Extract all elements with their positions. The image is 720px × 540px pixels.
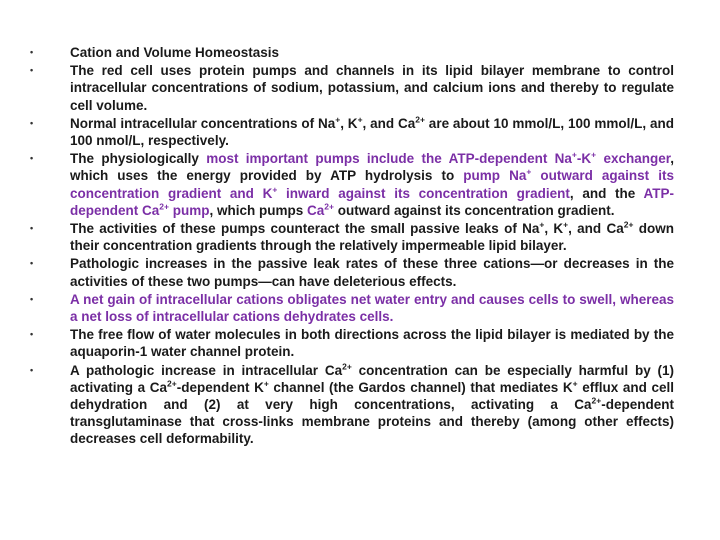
bullet-dot-icon: • <box>30 65 34 76</box>
superscript: 2+ <box>623 219 634 230</box>
bullet-dot-icon: • <box>30 364 34 375</box>
slide-title <box>30 44 674 61</box>
list-item <box>30 150 674 219</box>
bullet-dot-icon: • <box>30 223 34 234</box>
highlighted-text: outward against its concentration gradient and K <box>70 168 674 201</box>
bullet-dot-icon: • <box>30 258 34 269</box>
bullet-dot-icon: • <box>30 47 34 57</box>
highlighted-text: pump <box>168 202 210 218</box>
bullet-text: Pathologic increases in the passive leak rates of these three cations—or decreases in the activities of these two pumps—can have deleterious effects. <box>70 256 674 289</box>
highlighted-text: ATP-dependent Ca <box>70 185 674 218</box>
bullet-dot-icon: • <box>30 117 34 128</box>
highlighted-text: pump Na <box>463 168 527 184</box>
bullet-text: The activities of these pumps counteract the small passive leaks of Na <box>70 221 540 237</box>
bullet-text: , and Ca <box>568 221 624 237</box>
list-item <box>30 326 674 360</box>
highlighted-text: A net gain of intracellular cations obligates net water entry and causes cells to swell, whereas a net loss of intracellular cations dehydrates cells. <box>70 291 674 325</box>
bullet-list <box>30 44 674 449</box>
bullet-text: , which uses the energy provided by ATP hydrolysis to <box>70 151 674 184</box>
superscript: + <box>591 149 597 160</box>
bullet-text: efflux and cell dehydration and (2) at very high concentrations, activating a Ca <box>70 379 675 413</box>
bullet-text: , and the <box>569 185 644 201</box>
bullet-text: , K <box>340 115 358 131</box>
bullet-text: are about 10 mmol/L, 100 mmol/L, and 100 nmol/L, respectively. <box>70 115 674 149</box>
highlighted-text: most important pumps include the ATP-dependent Na <box>206 151 572 167</box>
bullet-text: The free flow of water molecules in both directions across the lipid bilayer is mediated by the aquaporin-1 water channel protein. <box>70 327 674 360</box>
list-item <box>30 362 674 448</box>
superscript: 2+ <box>415 114 425 125</box>
bullet-text: channel (the Gardos channel) that mediates K <box>268 379 573 395</box>
bullet-text: Normal intracellular concentrations of Na <box>70 115 336 131</box>
superscript: 2+ <box>342 361 352 372</box>
superscript: + <box>335 114 341 125</box>
superscript: + <box>526 166 532 177</box>
bullet-text: , and Ca <box>362 115 416 131</box>
superscript: 2+ <box>167 378 177 389</box>
bullet-text: The physiologically <box>70 151 207 167</box>
bullet-dot-icon: • <box>30 329 34 340</box>
list-item <box>30 62 674 114</box>
list-item <box>30 115 674 149</box>
superscript: + <box>571 149 577 160</box>
bullet-dot-icon: • <box>30 153 34 164</box>
list-item <box>30 291 674 325</box>
bullet-dot-icon: • <box>30 293 34 304</box>
list-item <box>30 220 674 254</box>
superscript: + <box>572 378 578 389</box>
highlighted-text: exchanger <box>596 151 671 167</box>
highlighted-text: Ca <box>306 202 325 218</box>
superscript: + <box>539 219 545 230</box>
bullet-text: -dependent transglutaminase that cross-links membrane proteins and thereby (among other effects) decreases cell deformability. <box>70 397 674 447</box>
superscript: + <box>563 219 569 230</box>
superscript: 2+ <box>159 201 169 212</box>
bullet-text: outward against its concentration gradient. <box>333 202 615 218</box>
superscript: + <box>357 114 363 125</box>
superscript: 2+ <box>324 201 334 212</box>
title-text: Cation and Volume Homeostasis <box>70 45 280 60</box>
bullet-text: down their concentration gradients through the relatively impermeable lipid bilayer. <box>70 221 674 254</box>
list-item <box>30 255 674 289</box>
highlighted-text: inward against its concentration gradient <box>277 185 570 201</box>
bullet-text: The red cell uses protein pumps and channels in its lipid bilayer membrane to control intracellular concentrations of sodium, potassium, and calcium ions and thereby to regulate cell volume. <box>70 63 674 113</box>
bullet-text: , which pumps <box>209 202 307 218</box>
bullet-text: , K <box>544 221 564 237</box>
bullet-text: -dependent K <box>176 379 264 395</box>
superscript: 2+ <box>591 395 602 406</box>
superscript: + <box>263 378 269 389</box>
highlighted-text: -K <box>576 151 592 167</box>
bullet-text: concentration can be especially harmful by (1) activating a Ca <box>70 362 674 395</box>
superscript: + <box>272 184 278 195</box>
bullet-text: A pathologic increase in intracellular Ca <box>70 362 343 378</box>
